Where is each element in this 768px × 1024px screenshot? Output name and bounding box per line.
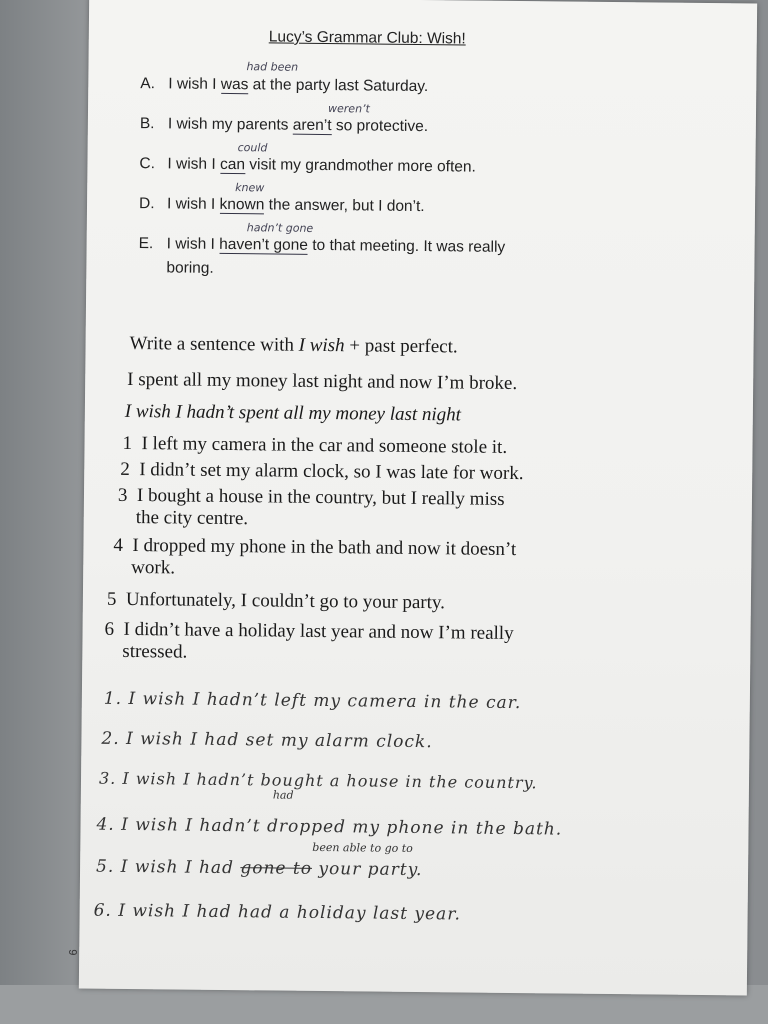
answer-6: 6. I wish I had had a holiday last year. xyxy=(93,900,462,925)
item-1: 1 I left my camera in the car and someone stole it. xyxy=(122,432,508,458)
item-6: 6 I didn’t have a holiday last year and now I’m really xyxy=(104,618,514,645)
correction-b: weren’t xyxy=(327,102,370,116)
item-5: 5 Unfortunately, I couldn’t go to your party. xyxy=(106,588,446,614)
answer-3-insert: had xyxy=(272,788,294,802)
answer-4: 4. I wish I hadn’t dropped my phone in the bath. xyxy=(96,814,563,840)
exercise-a: A. I wish I was at the party last Saturday. xyxy=(140,75,429,96)
correction-c: could xyxy=(237,141,268,155)
answer-1: 1. I wish I hadn’t left my camera in the car. xyxy=(103,688,522,714)
item-4: 4 I dropped my phone in the bath and now it doesn’t xyxy=(113,534,517,561)
exercise-d: D. I wish I known the answer, but I don’t. xyxy=(138,195,425,216)
item-3: 3 I bought a house in the country, but I really miss xyxy=(117,484,505,510)
exercise-c: C. I wish I can visit my grandmother more often. xyxy=(139,155,476,176)
item-2: 2 I didn’t set my alarm clock, so I was late for work. xyxy=(120,458,524,485)
correction-a: had been xyxy=(246,60,299,74)
worksheet-title: Lucy’s Grammar Club: Wish! xyxy=(268,28,466,48)
exercise-e-continued: boring. xyxy=(166,259,214,277)
correction-d: knew xyxy=(235,181,265,195)
answer-2: 2. I wish I had set my alarm clock. xyxy=(101,728,433,753)
example-sentence: I spent all my money last night and now I’m broke. xyxy=(127,368,518,395)
exercise-e: E. I wish I haven’t gone to that meeting. It was really xyxy=(138,235,506,256)
page-number: 9 xyxy=(66,949,79,956)
item-6-continued: stressed. xyxy=(122,640,188,663)
worksheet-page xyxy=(66,0,757,995)
item-4-continued: work. xyxy=(131,557,176,579)
correction-e: hadn’t gone xyxy=(246,221,314,235)
answer-5-insert: been able to go to xyxy=(312,840,413,855)
exercise-b: B. I wish my parents aren’t so protective. xyxy=(139,115,429,136)
answer-3: 3. I wish I hadn’t bought a house in the country. xyxy=(98,768,538,793)
item-3-continued: the city centre. xyxy=(135,507,249,530)
example-answer: I wish I hadn’t spent all my money last night xyxy=(124,400,462,426)
answer-5: 5. I wish I had gone to your party. xyxy=(95,856,423,881)
instruction: Write a sentence with I wish + past perfect. xyxy=(129,332,458,358)
